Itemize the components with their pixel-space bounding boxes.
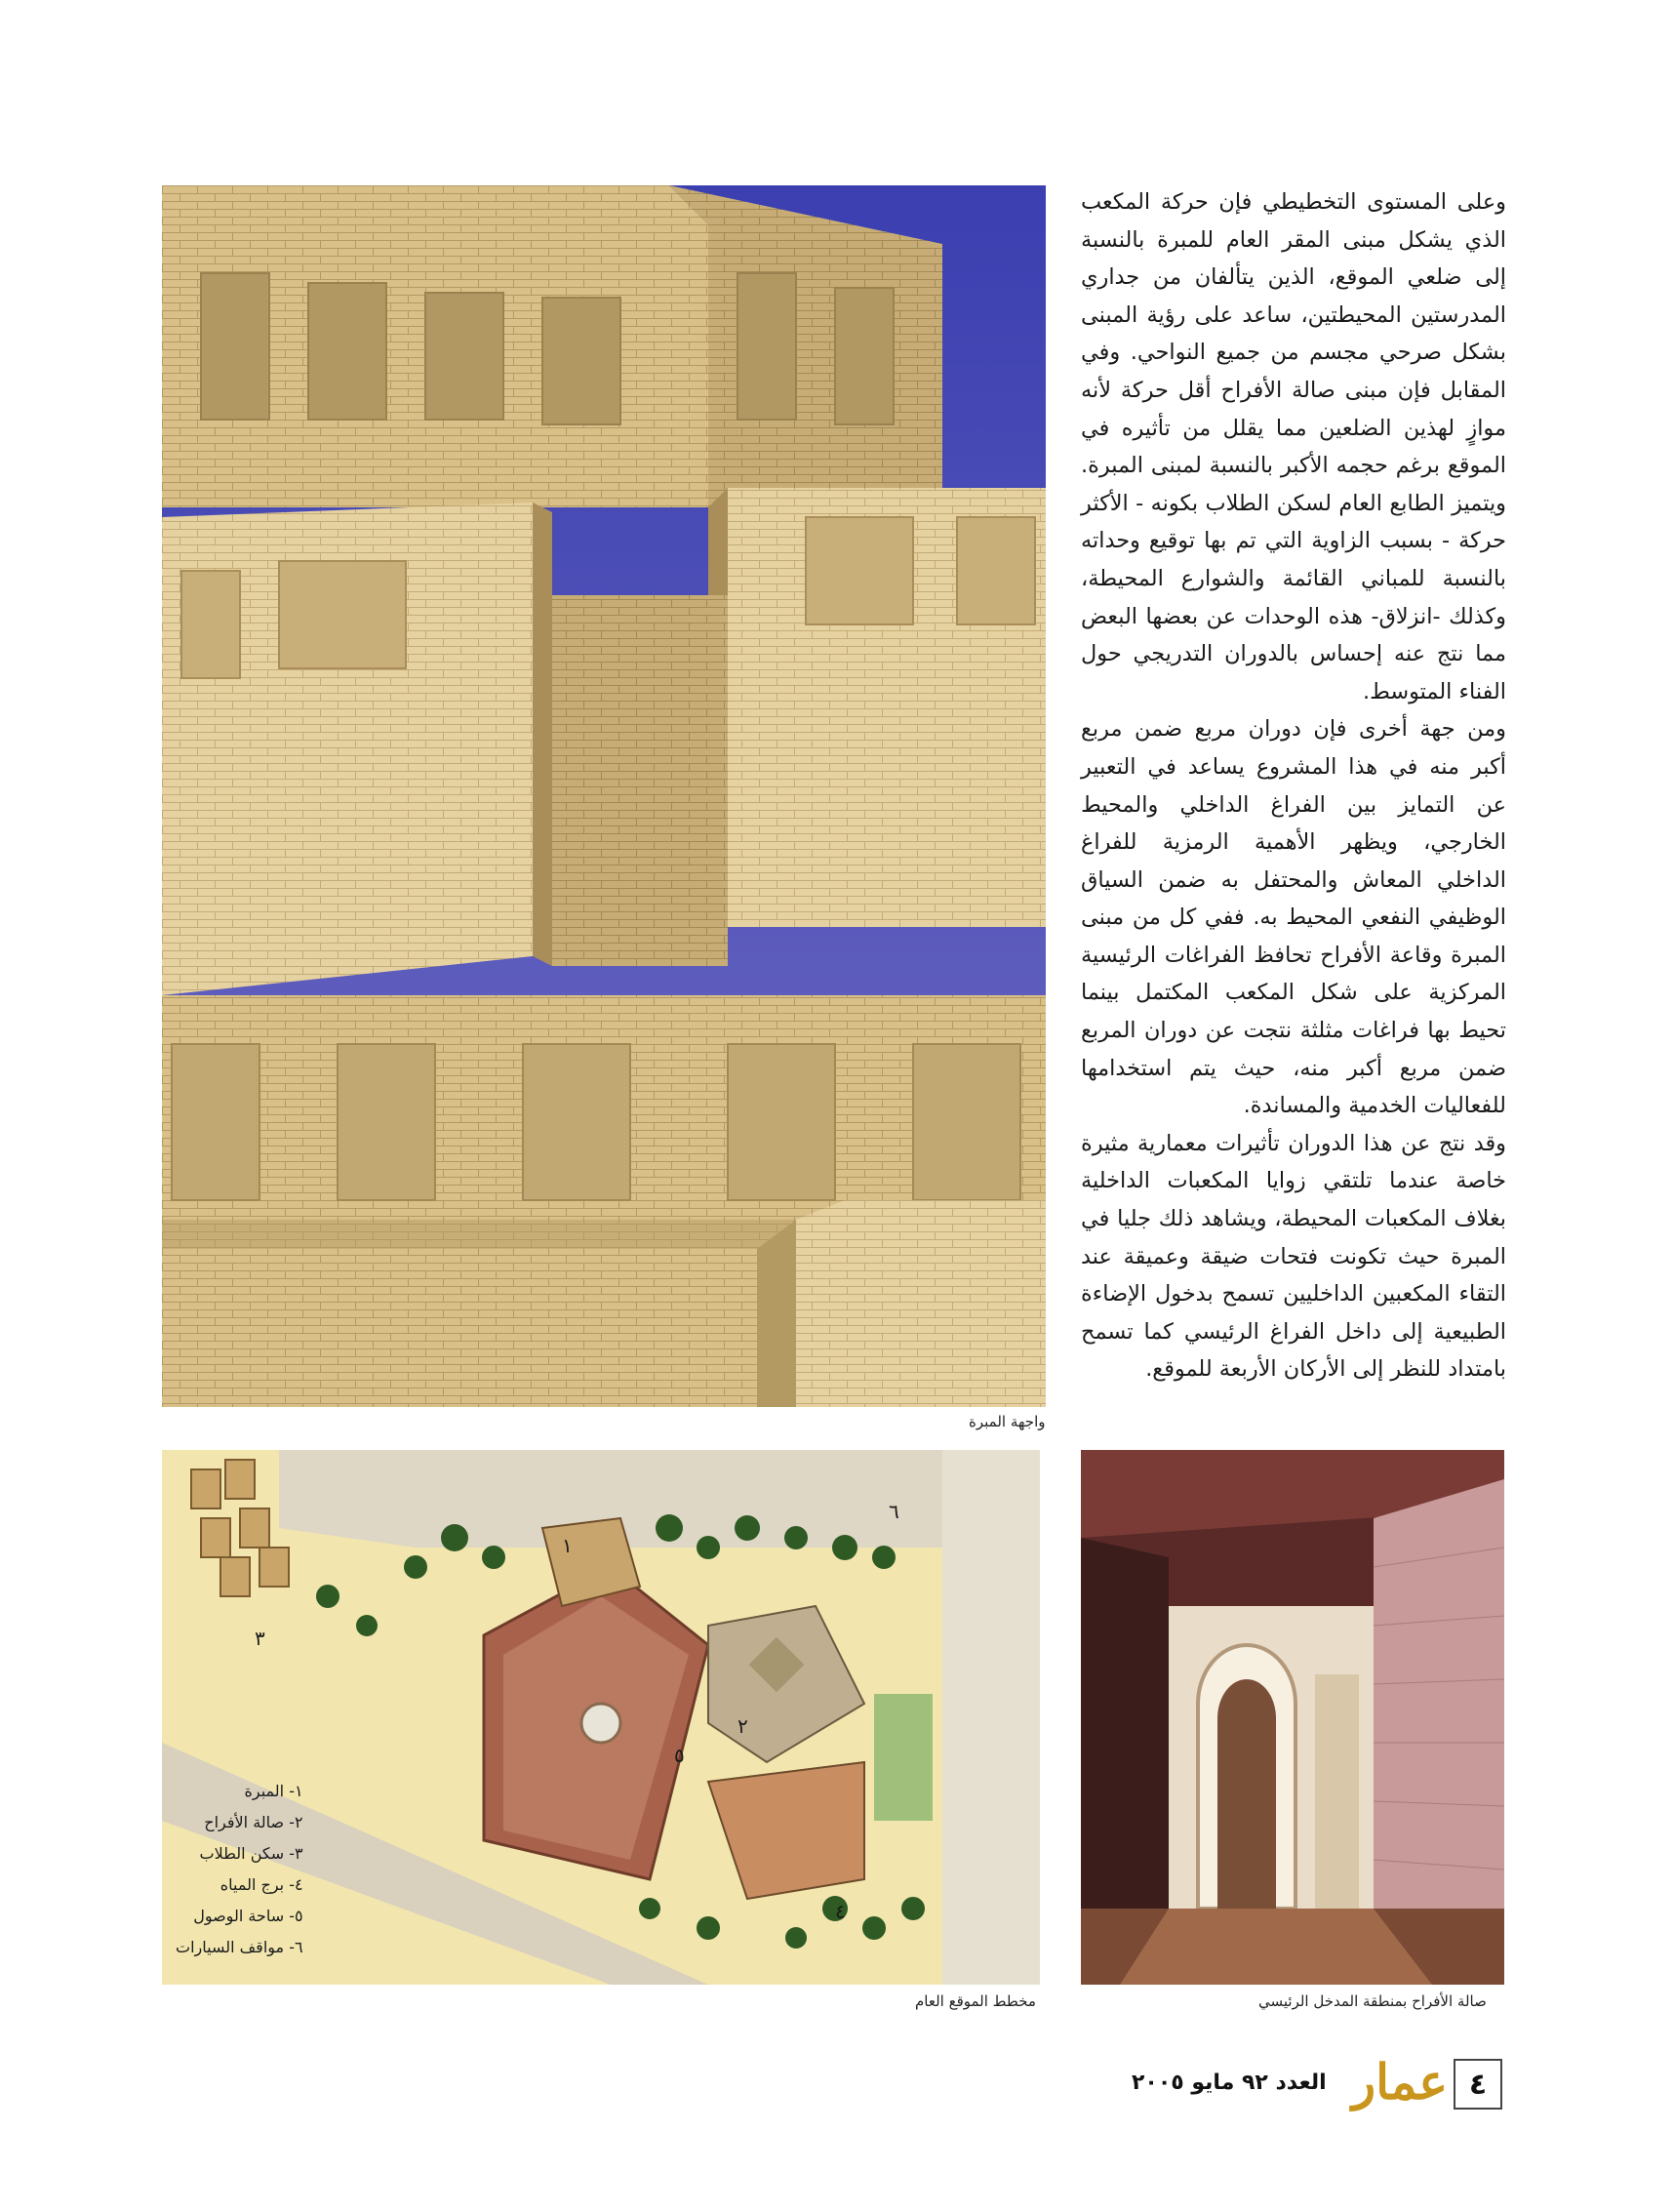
page-number: ٤ (1454, 2059, 1502, 2110)
article-body (1081, 183, 1506, 1388)
facade-caption: واجهة المبرة (969, 1413, 1046, 1430)
plan-number-2: ٢ (737, 1714, 748, 1738)
legend-item: ٢- صالة الأفراح (204, 1813, 303, 1831)
legend-item: ٤- برج المياه (219, 1875, 303, 1894)
magazine-logo: عمار (1352, 2053, 1449, 2111)
hall-caption: صالة الأفراح بمنطقة المدخل الرئيسي (1258, 1992, 1487, 2010)
legend-item: ٦- مواقف السيارات (176, 1938, 303, 1956)
paragraph-2: ومن جهة أخرى فإن دوران مربع ضمن مربع أكبر منه في هذا المشروع يساعد في التعبير عن التمايز بين الفراغ الداخلي والمحيط الخارجي، ويظهر الأهمية الرمزية للفراغ الداخلي المعاش والمحتفل به ضمن السياق الوظيفي النفعي المحيط به. ففي كل من مبنى المبرة وقاعة الأفراح تحافظ الفراغات الرئيسية المركزية على شكل المكعب المكتمل بينما تحيط بها فراغات مثلثة نتجت عن دوران المربع ضمن مربع أكبر منه، حيث يتم استخدامها للفعاليات الخدمية والمساندة. (1081, 716, 1506, 1119)
plan-number-5: ٥ (674, 1744, 685, 1767)
plan-number-1: ١ (562, 1534, 573, 1557)
site-plan-caption: مخطط الموقع العام (915, 1992, 1036, 2010)
paragraph-3: وقد نتج عن هذا الدوران تأثيرات معمارية مثيرة خاصة عندما تلتقي زوايا المكعبات الداخلية بغلاف المكعبات المحيطة، ويشاهد ذلك جليا في المبرة حيث تكونت فتحات ضيقة وعميقة عند التقاء المكعبين الداخليين تسمح بدخول الإضاءة الطبيعية إلى داخل الفراغ الرئيسي كما تسمح بامتداد للنظر إلى الأركان الأربعة للموقع. (1081, 1130, 1506, 1383)
facade-photo (162, 185, 1046, 1407)
site-plan-legend (176, 1776, 303, 1963)
issue-info: العدد ٩٢ مايو ٢٠٠٥ (1132, 2071, 1327, 2095)
plan-number-6: ٦ (889, 1500, 899, 1523)
legend-item: ٣- سكن الطلاب (199, 1844, 303, 1863)
paragraph-1: وعلى المستوى التخطيطي فإن حركة المكعب الذي يشكل مبنى المقر العام للمبرة بالنسبة إلى ضلعي الموقع، الذين يتألفان من جداري المدرستين المحيطتين، ساعد على رؤية المبنى بشكل صرحي مجسم من جميع النواحي. وفي المقابل فإن مبنى صالة الأفراح أقل حركة لأنه موازٍ لهذين الضلعين مما يقلل من تأثيره في الموقع برغم حجمه الأكبر بالنسبة لمبنى المبرة. ويتميز الطابع العام لسكن الطلاب بكونه - الأكثر حركة - بسبب الزاوية التي تم بها توقيع وحداته بالنسبة للمباني القائمة والشوارع المحيطة، وكذلك -انزلاق- هذه الوحدات عن بعضها البعض مما نتج عنه إحساس بالدوران التدريجي حول الفناء المتوسط. (1081, 189, 1506, 704)
hall-entrance-photo (1081, 1450, 1504, 1985)
plan-number-3: ٣ (255, 1627, 265, 1650)
legend-item: ٥- ساحة الوصول (193, 1907, 303, 1925)
plan-number-4: ٤ (835, 1900, 846, 1923)
legend-item: ١- المبرة (244, 1782, 303, 1800)
